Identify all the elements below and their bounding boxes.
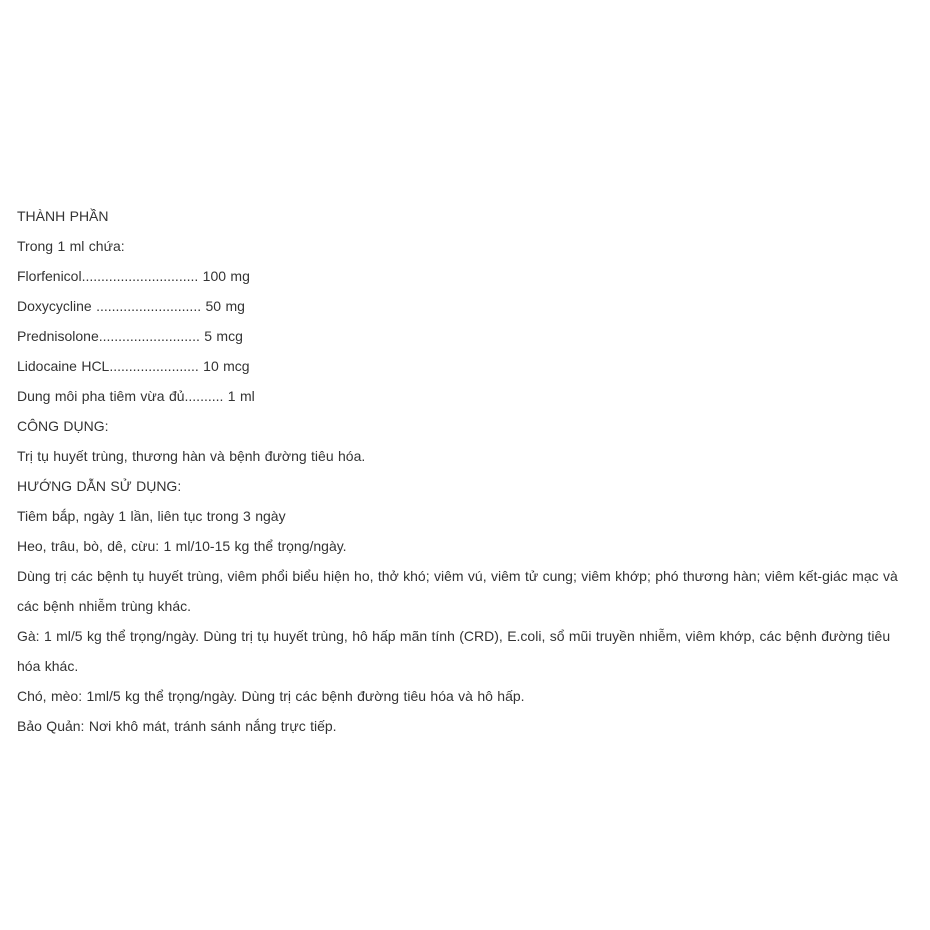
ingredient-doxycycline: Doxycycline ........................... 50 mg	[17, 298, 245, 314]
directions-livestock-indications: Dùng trị các bệnh tụ huyết trùng, viêm phổi biểu hiện ho, thở khó; viêm vú, viêm tử cung; viêm khớp; phó thương hàn; viêm kết-giác mạc và các bệnh nhiễm trùng khác.	[17, 568, 898, 614]
directions-poultry: Gà: 1 ml/5 kg thể trọng/ngày. Dùng trị tụ huyết trùng, hô hấp mãn tính (CRD), E.coli, sổ mũi truyền nhiễm, viêm khớp, các bệnh đường tiêu hóa khác.	[17, 628, 891, 674]
ingredient-prednisolone: Prednisolone.......................... 5 mcg	[17, 328, 243, 344]
section-heading-uses: CÔNG DỤNG:	[17, 418, 109, 434]
directions-dogs-cats: Chó, mèo: 1ml/5 kg thể trọng/ngày. Dùng trị các bệnh đường tiêu hóa và hô hấp.	[17, 688, 525, 704]
ingredient-lidocaine: Lidocaine HCL....................... 10 mcg	[17, 358, 250, 374]
product-description	[17, 201, 907, 741]
ingredients-intro: Trong 1 ml chứa:	[17, 238, 125, 254]
storage-text: Bảo Quản: Nơi khô mát, tránh sánh nắng trực tiếp.	[17, 718, 337, 734]
ingredient-solvent: Dung môi pha tiêm vừa đủ.......... 1 ml	[17, 388, 255, 404]
uses-text: Trị tụ huyết trùng, thương hàn và bệnh đường tiêu hóa.	[17, 448, 366, 464]
section-heading-ingredients: THÀNH PHẦN	[17, 208, 109, 224]
section-heading-directions: HƯỚNG DẪN SỬ DỤNG:	[17, 478, 182, 494]
directions-administration: Tiêm bắp, ngày 1 lần, liên tục trong 3 ngày	[17, 508, 286, 524]
ingredient-florfenicol: Florfenicol.............................. 100 mg	[17, 268, 250, 284]
directions-livestock-dose: Heo, trâu, bò, dê, cừu: 1 ml/10-15 kg thể trọng/ngày.	[17, 538, 347, 554]
